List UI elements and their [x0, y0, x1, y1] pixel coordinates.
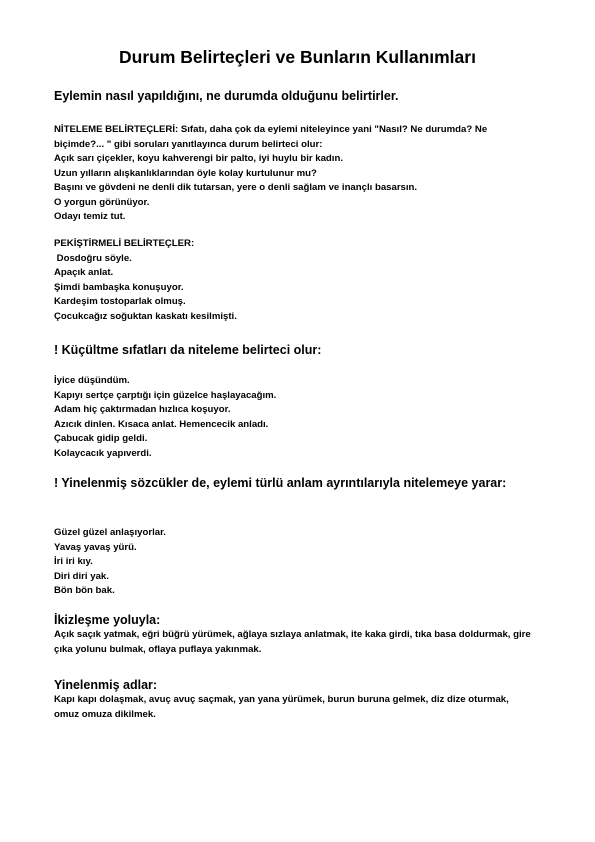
niteleme-example: Açık sarı çiçekler, koyu kahverengi bir palto, iyi huylu bir kadın. — [54, 153, 343, 164]
intro-text: Eylemin nasıl yapıldığını, ne durumda olduğunu belirtirler. — [54, 89, 399, 103]
niteleme-label: NİTELEME BELİRTEÇLERİ: — [54, 124, 179, 135]
ikizlesme-text: Açık saçık yatmak, eğri büğrü yürümek, ağlaya sızlaya anlatmak, ite kaka girdi, tıka basa doldurmak, gire çıka yolunu bulmak, oflaya puflaya yakınmak. — [54, 629, 531, 655]
kucultme-heading: ! Küçültme sıfatları da niteleme belirteci olur: — [54, 343, 322, 357]
niteleme-desc: Sıfatı, daha çok da eylemi niteleyince yani "Nasıl? Ne durumda? Ne biçimde?... " gibi soruları yanıtlayınca durum belirteci olur: — [54, 124, 488, 150]
yinelenmis-example: İri iri kıy. — [54, 556, 93, 567]
pekistirmeli-example: Kardeşim tostoparlak olmuş. — [54, 296, 186, 307]
pekistirmeli-section — [54, 237, 544, 324]
niteleme-section — [54, 123, 544, 225]
pekistirmeli-label: PEKİŞTİRMELİ BELİRTEÇLER: — [54, 238, 195, 249]
pekistirmeli-example: Şimdi bambaşka konuşuyor. — [54, 281, 184, 293]
kucultme-example: Adam hiç çaktırmadan hızlıca koşuyor. — [54, 404, 231, 415]
yinelenmis-section — [54, 475, 544, 492]
pekistirmeli-example: Çocukcağız soğuktan kaskatı kesilmişti. — [54, 310, 237, 322]
adlar-text: Kapı kapı dolaşmak, avuç avuç saçmak, yan yana yürümek, burun buruna gelmek, diz dize oturmak, omuz omuza dikilmek. — [54, 694, 509, 720]
niteleme-example: Odayı temiz tut. — [54, 211, 126, 222]
yinelenmis-example: Diri diri yak. — [54, 570, 109, 582]
niteleme-definition — [54, 123, 524, 152]
yinelenmis-example: Bön bön bak. — [54, 585, 115, 596]
ikizlesme-heading: İkizleşme yoluyla: — [54, 613, 161, 627]
yinelenmis-example: Yavaş yavaş yürü. — [54, 541, 137, 553]
page-title: Durum Belirteçleri ve Bunların Kullanımları — [119, 47, 476, 67]
kucultme-example: İyice düşündüm. — [54, 375, 130, 386]
kucultme-example: Kapıyı sertçe çarptığı için güzelce haşlayacağım. — [54, 389, 277, 401]
yinelenmis-examples — [54, 526, 544, 599]
kucultme-example: Azıcık dinlen. Kısaca anlat. Hemencecik anladı. — [54, 418, 269, 430]
niteleme-example: O yorgun görünüyor. — [54, 196, 150, 208]
pekistirmeli-example: Dosdoğru söyle. — [54, 252, 132, 264]
kucultme-example: Kolaycacık yapıverdi. — [54, 447, 152, 459]
kucultme-examples — [54, 374, 544, 461]
niteleme-example: Başını ve gövdeni ne denli dik tutarsan, yere o denli sağlam ve inançlı basarsın. — [54, 182, 418, 193]
yinelenmis-heading: ! Yinelenmiş sözcükler de, eylemi türlü anlam ayrıntılarıyla nitelemeye yarar: — [54, 476, 507, 490]
ikizlesme-section — [54, 612, 544, 657]
kucultme-section — [54, 342, 544, 359]
niteleme-example: Uzun yılların alışkanlıklarından öyle kolay kurtulunur mu? — [54, 167, 317, 179]
adlar-section — [54, 677, 544, 722]
kucultme-example: Çabucak gidip geldi. — [54, 433, 148, 444]
yinelenmis-example: Güzel güzel anlaşıyorlar. — [54, 527, 166, 538]
adlar-heading: Yinelenmiş adlar: — [54, 678, 158, 692]
pekistirmeli-example: Apaçık anlat. — [54, 267, 114, 278]
